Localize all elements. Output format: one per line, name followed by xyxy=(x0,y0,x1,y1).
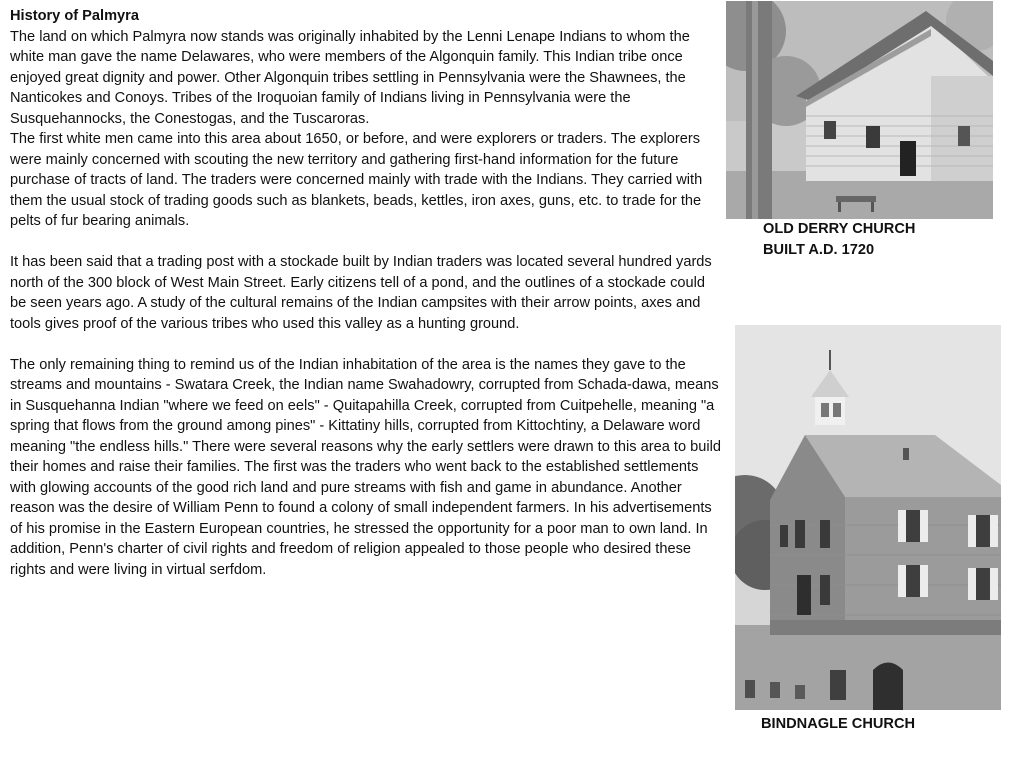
caption-derry-line2: BUILT A.D. 1720 xyxy=(763,241,875,258)
paragraph-trading-post: It has been said that a trading post with a stockade built by Indian traders was located several hundred yards north of the 300 block of West Main Street. Early citizens tell of a pond, and the outlines of a stockade could be seen years ago. A study of the cultural remains of the Indian campsites with their arrow points, axes and tools gives proof of the various tribes who used this valley as a hunting ground. xyxy=(10,254,712,332)
old-derry-church-photo xyxy=(726,1,993,219)
article-heading: History of Palmyra xyxy=(10,8,139,24)
bindnagle-church-caption: BINDNAGLE CHURCH xyxy=(761,716,916,732)
bindnagle-church-photo xyxy=(735,325,1001,710)
article-body xyxy=(10,6,722,580)
caption-derry-line1: OLD DERRY CHURCH xyxy=(763,221,916,237)
paragraph-lenape: The land on which Palmyra now stands was originally inhabited by the Lenni Lenape Indians to whom the white man gave the name Delawares, who were members of the Algonquin family. This Indian tribe once enjoyed great dignity and power. Other Algonquin tribes settling in Pennsylvania were the Shawnees, the Nanticokes and Conoys. Tribes of the Iroquoian family of Indians living in Pennsylvania were the Susquehannocks, the Conestogas, and the Tuscaroras. xyxy=(10,28,690,127)
paragraph-indian-names: The only remaining thing to remind us of the Indian inhabitation of the area is the names they gave to the streams and mountains - Swatara Creek, the Indian name Swahadowry, corrupted from Schada-dawa, means in Susquehanna Indian "where we feed on eels" - Quitapahilla Creek, corrupted from Cuitpehelle, meaning "a spring that flows from the ground among pines" - Kittatiny hills, corrupted from Kittochtiny, a Delaware word meaning "the endless hills." There were several reasons why the early settlers were drawn to this area to build their homes and raise their families. The first was the traders who went back to the established settlements with glowing accounts of the good rich land and pure streams with fish and game in abundance. Another reason was the desire of William Penn to found a colony of small independent farmers. In his advertisements of his promise in the Eastern European countries, he stressed the opportunity for a poor man to own land. In addition, Penn's charter of civil rights and freedom of religion appealed to those people who desired these rights and were living in virtual serfdom. xyxy=(10,356,721,578)
paragraph-first-white-men: The first white men came into this area about 1650, or before, and were explorers or traders. The explorers were mainly concerned with scouting the new territory and gathering first-hand information for the future purchase of tracts of land. The traders were concerned mainly with trade with the Indians. They carried with them the usual stock of trading goods such as blankets, beads, kettles, iron axes, guns, etc. to trade for the pelts of fur bearing animals. xyxy=(10,131,703,229)
old-derry-church-caption xyxy=(763,219,915,260)
